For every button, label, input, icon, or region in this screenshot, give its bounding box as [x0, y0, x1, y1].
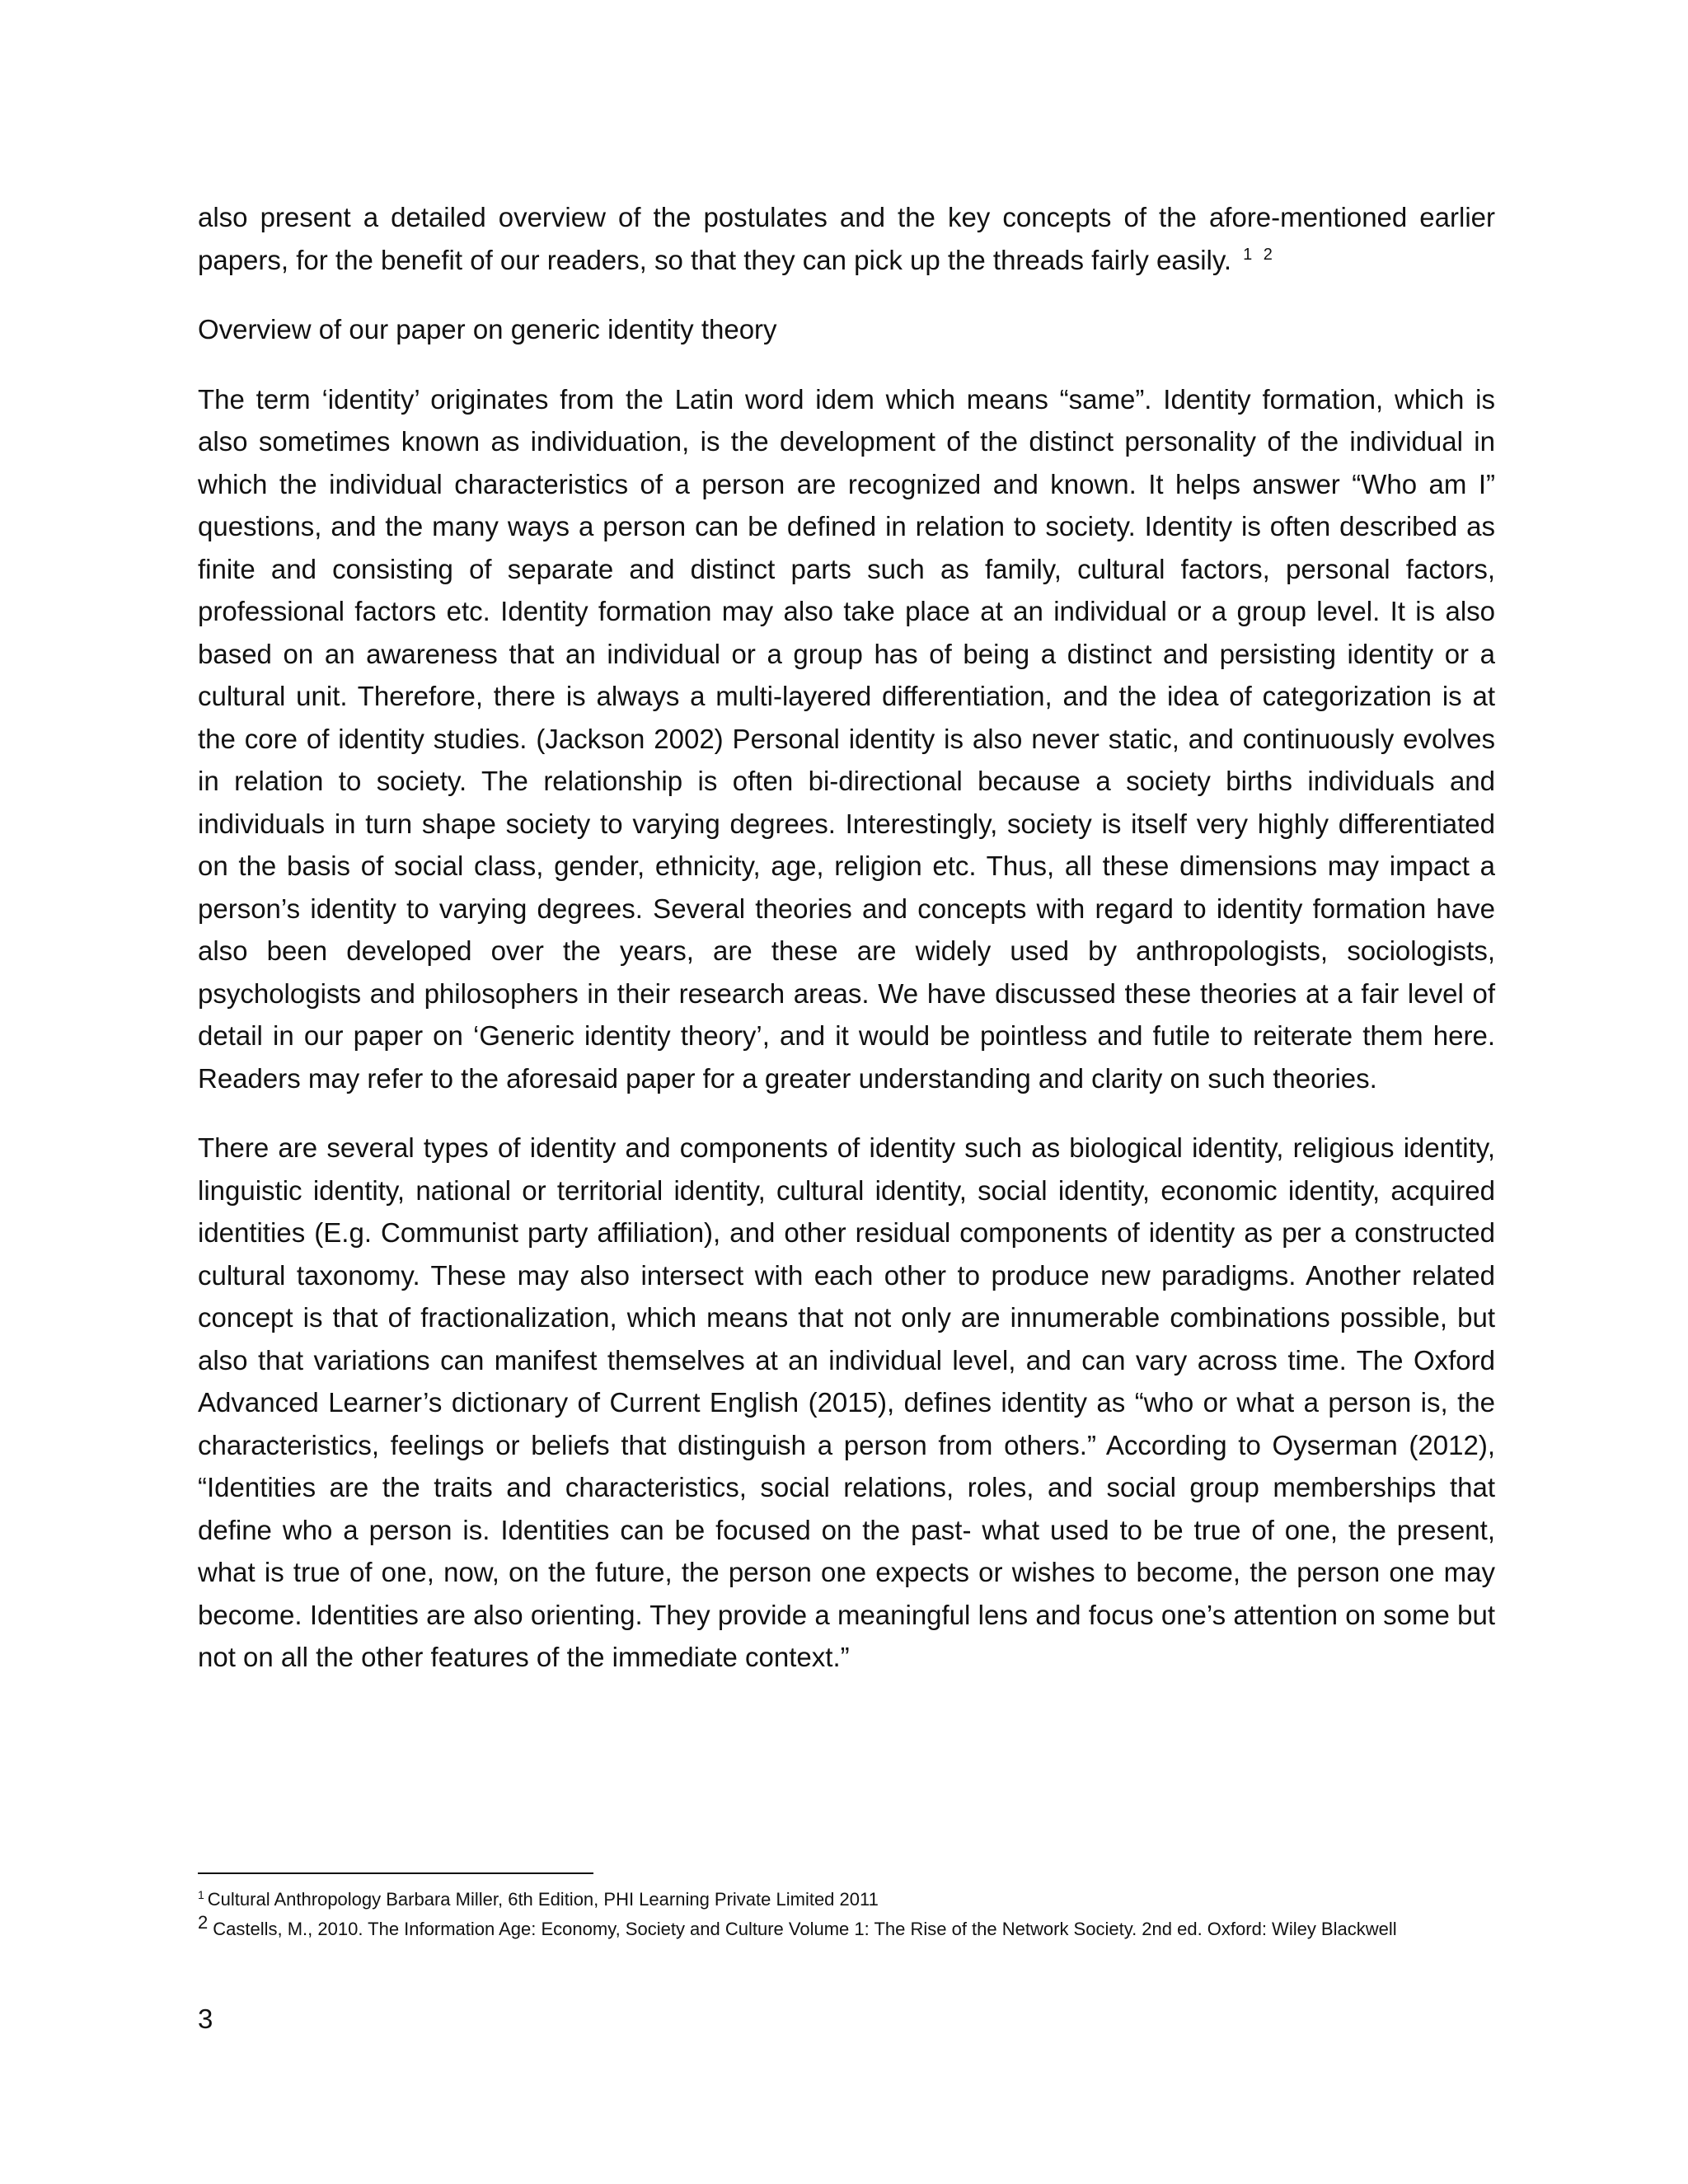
page-number: 3 — [198, 2004, 213, 2034]
footnote-separator — [198, 1872, 593, 1874]
footnote-1-text: Cultural Anthropology Barbara Miller, 6th Edition, PHI Learning Private Limited 2011 — [207, 1889, 879, 1910]
footnote-2-mark: 2 — [198, 1911, 209, 1933]
paragraph-identity-definition: The term ‘identity’ originates from the Latin word idem which means “same”. Identity formation, which is also sometimes known as individuation, is the development of the distinct personality of the individual in which the individual characteristics of a person are recognized and known. It helps answer “Who am I” questions, and the many ways a person can be defined in relation to society. Identity is often described as finite and consisting of separate and distinct parts such as family, cultural factors, personal factors, professional factors etc. Identity formation may also take place at an individual or a group level. It is also based on an awareness that an individual or a group has of being a distinct and persisting identity or a cultural unit. Therefore, there is always a multi-layered differentiation, and the idea of categorization is at the core of identity studies. (Jackson 2002) Personal identity is also never static, and continuously evolves in relation to society. The relationship is often bi-directional because a society births individuals and individuals in turn shape society to varying degrees. Interestingly, society is itself very highly differentiated on the basis of social class, gender, ethnicity, age, religion etc. Thus, all these dimensions may impact a person’s identity to varying degrees. Several theories and concepts with regard to identity formation have also been developed over the years, are these are widely used by anthropologists, sociologists, psychologists and philosophers in their research areas. We have discussed these theories at a fair level of detail in our paper on ‘Generic identity theory’, and it would be pointless and futile to reiterate them here. Readers may refer to the aforesaid paper for a greater understanding and clarity on such theories. — [198, 383, 1495, 1094]
footnote-2 — [198, 1911, 1495, 1942]
footnote-1-mark: 1 — [198, 1887, 204, 1901]
footnote-1 — [198, 1887, 1495, 1912]
paragraph-intro-text: also present a detailed overview of the postulates and the key concepts of the afore-mentioned earlier papers, for the benefit of our readers, so that they can pick up the threads fairly easily. — [198, 202, 1495, 275]
paragraph-identity-types: There are several types of identity and components of identity such as biological identity, religious identity, linguistic identity, national or territorial identity, cultural identity, social identity, economic identity, acquired identities (E.g. Communist party affiliation), and other residual components of identity as per a constructed cultural taxonomy. These may also intersect with each other to produce new paradigms. Another related concept is that of fractionalization, which means that not only are innumerable combinations possible, but also that variations can manifest themselves at an individual level, and can vary across time. The Oxford Advanced Learner’s dictionary of Current English (2015), defines identity as “who or what a person is, the characteristics, feelings or beliefs that distinguish a person from others.” According to Oyserman (2012), “Identities are the traits and characteristics, social relations, roles, and social group memberships that define who a person is. Identities can be focused on the past- what used to be true of one, the present, what is true of one, now, on the future, the person one expects or wishes to become, the person one may become. Identities are also orienting. They provide a meaningful lens and focus one’s attention on some but not on all the other features of the immediate context.” — [198, 1132, 1495, 1672]
body-text — [198, 196, 1495, 1706]
section-heading: Overview of our paper on generic identity theory — [198, 314, 777, 344]
paragraph-intro — [198, 196, 1495, 281]
footnotes — [198, 1887, 1495, 1947]
footnote-references: 1 2 — [1243, 245, 1276, 264]
footnote-2-text: Castells, M., 2010. The Information Age: Economy, Society and Culture Volume 1: The Rise of the Network Society. 2nd ed. Oxford: Wiley Blackwell — [213, 1919, 1397, 1939]
